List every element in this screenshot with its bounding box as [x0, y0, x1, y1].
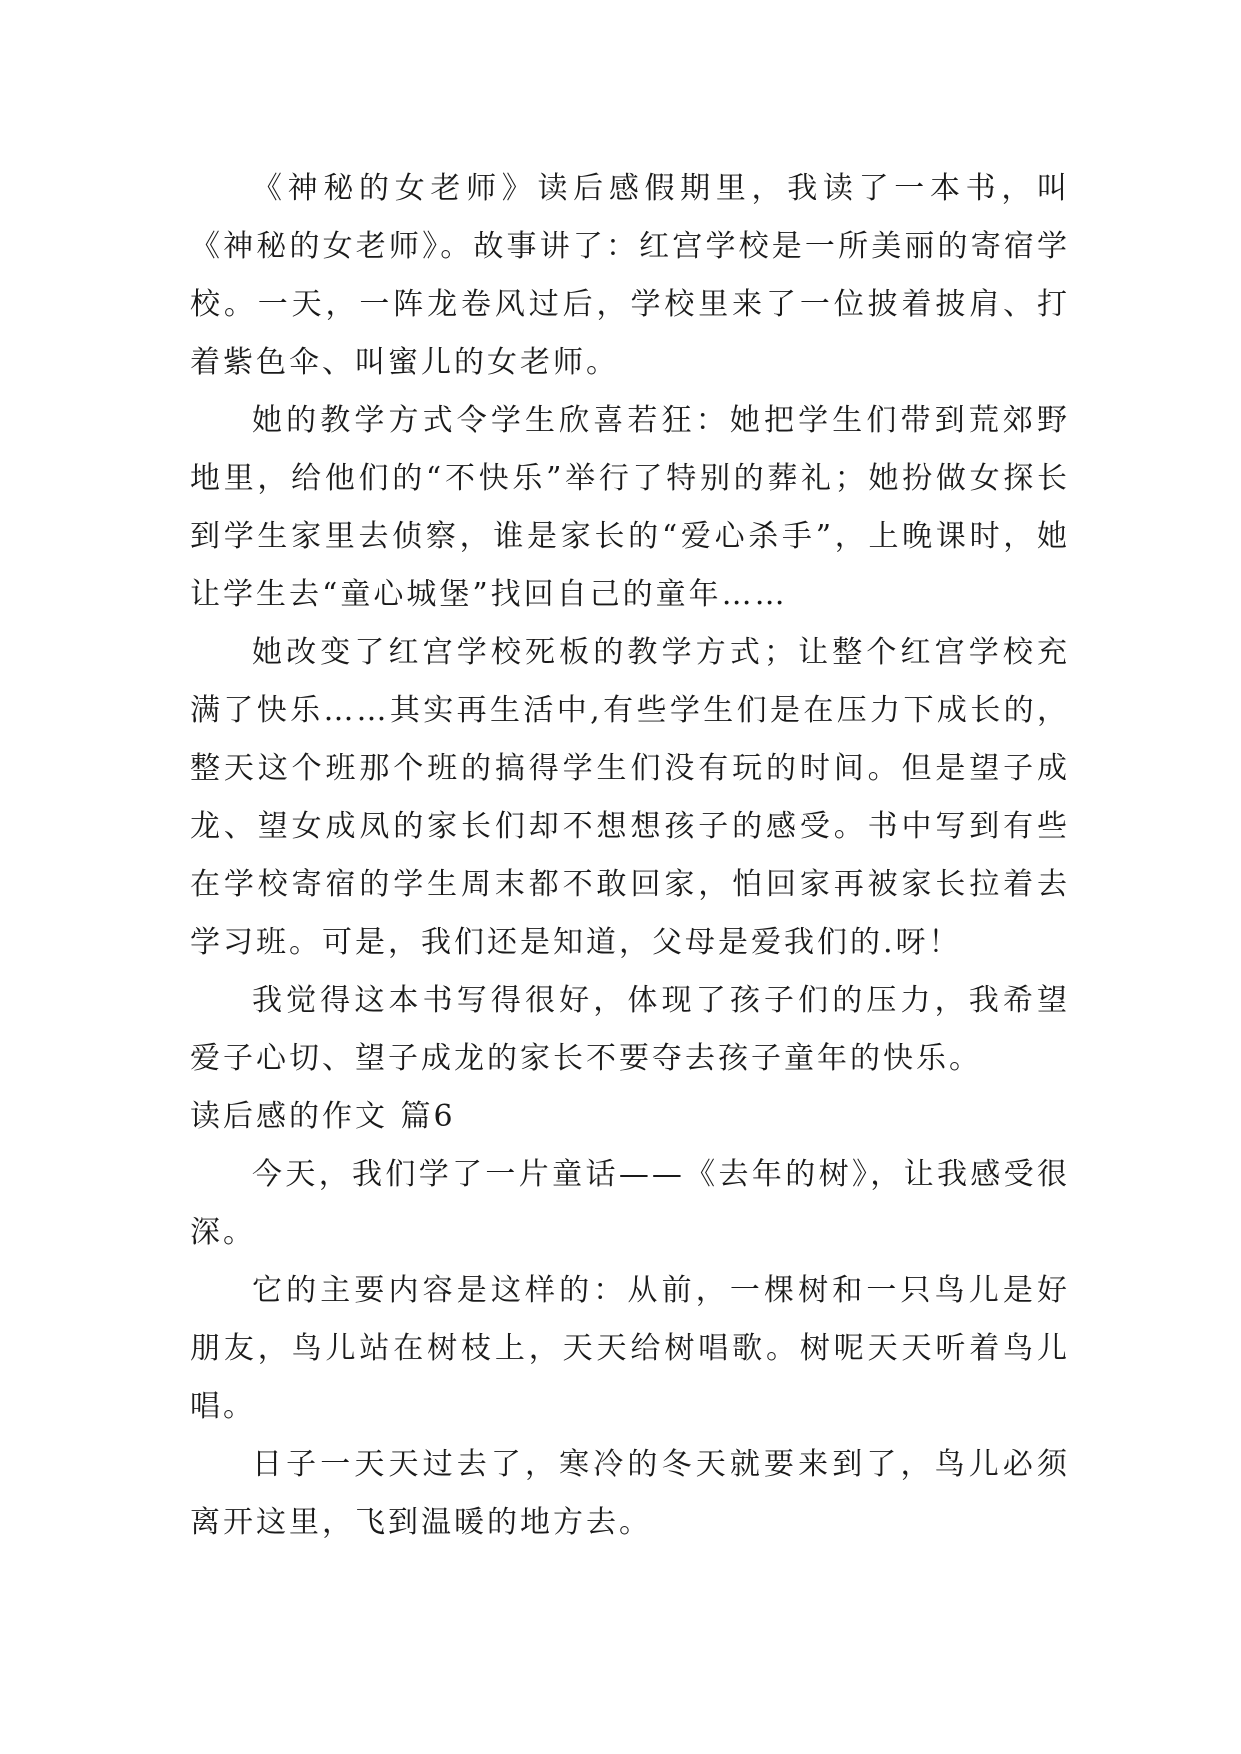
paragraph-6: 它的主要内容是这样的：从前，一棵树和一只鸟儿是好朋友，鸟儿站在树枝上，天天给树唱歌。树呢天天听着鸟儿唱。 [190, 1273, 1070, 1424]
section-heading: 读后感的作文 篇6 [190, 1099, 456, 1134]
paragraph-1: 《神秘的女老师》读后感假期里，我读了一本书，叫《神秘的女老师》。故事讲了：红宫学校是一所美丽的寄宿学校。一天，一阵龙卷风过后，学校里来了一位披着披肩、打着紫色伞、叫蜜儿的女老师。 [190, 171, 1070, 380]
paragraph-4: 我觉得这本书写得很好，体现了孩子们的压力，我希望爱子心切、望子成龙的家长不要夺去孩子童年的快乐。 [190, 983, 1070, 1076]
paragraph-5: 今天，我们学了一片童话——《去年的树》，让我感受很深。 [190, 1157, 1070, 1250]
paragraph-7: 日子一天天过去了，寒冷的冬天就要来到了，鸟儿必须离开这里，飞到温暖的地方去。 [190, 1447, 1070, 1540]
paragraph-3: 她改变了红宫学校死板的教学方式；让整个红宫学校充满了快乐……其实再生活中,有些学生们是在压力下成长的，整天这个班那个班的搞得学生们没有玩的时间。但是望子成龙、望女成凤的家长们却不想想孩子的感受。书中写到有些在学校寄宿的学生周末都不敢回家，怕回家再被家长拉着去学习班。可是，我们还是知道，父母是爱我们的.呀！ [190, 635, 1070, 960]
paragraph-2: 她的教学方式令学生欣喜若狂：她把学生们带到荒郊野地里，给他们的“不快乐”举行了特别的葬礼；她扮做女探长到学生家里去侦察，谁是家长的“爱心杀手”，上晚课时，她让学生去“童心城堡”找回自己的童年…… [190, 403, 1070, 612]
document-page [190, 160, 1070, 1552]
